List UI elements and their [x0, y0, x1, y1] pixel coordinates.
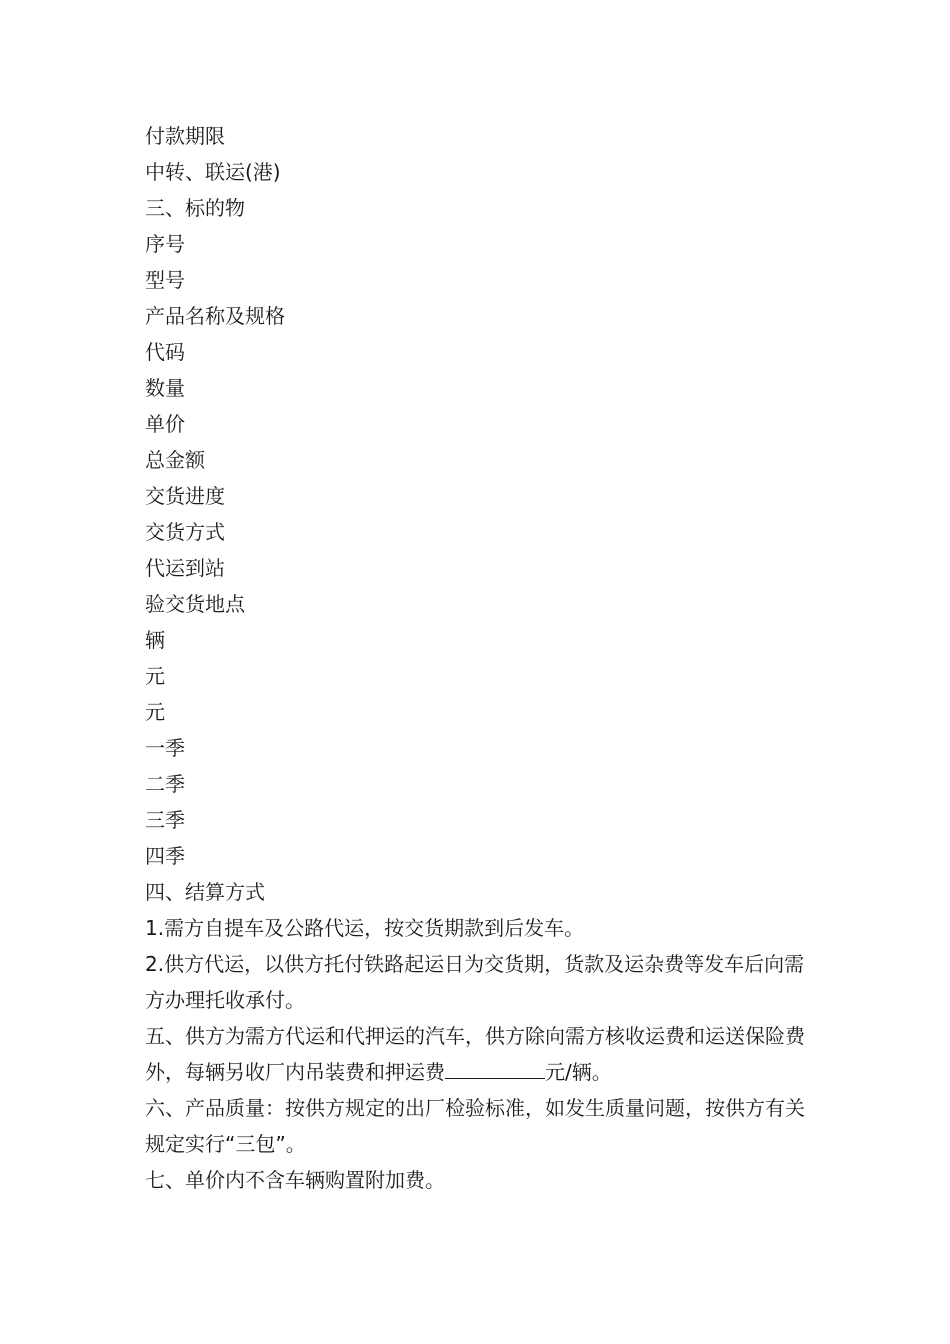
text-line: 总金额	[145, 448, 205, 472]
section-heading: 三、标的物	[145, 196, 245, 220]
text-line: 验交货地点	[145, 592, 245, 616]
text-line: 代运到站	[145, 556, 225, 580]
text-line: 型号	[145, 268, 185, 292]
text-line: 辆	[145, 628, 165, 652]
text-line: 中转、联运(港)	[145, 160, 281, 184]
text-line: 产品名称及规格	[145, 304, 285, 328]
text-line: 数量	[145, 376, 185, 400]
clause-5-text: 五、供方为需方代运和代押运的汽车，供方除向需方核收运费和运送保险费外，每辆另收厂内吊装费和押运费	[145, 1024, 805, 1084]
clause-6: 六、产品质量：按供方规定的出厂检验标准，如发生质量问题，按供方有关规定实行“三包”。	[145, 1096, 805, 1156]
text-line: 一季	[145, 736, 185, 760]
clause-7: 七、单价内不含车辆购置附加费。	[145, 1168, 445, 1192]
fill-in-blank	[445, 1056, 545, 1079]
text-line: 元	[145, 700, 165, 724]
text-line: 交货进度	[145, 484, 225, 508]
clause-5-unit: 元/辆。	[545, 1060, 612, 1084]
document-body	[145, 118, 810, 1198]
clause-1: 1.需方自提车及公路代运，按交货期款到后发车。	[145, 916, 585, 940]
text-line: 三季	[145, 808, 185, 832]
text-line: 单价	[145, 412, 185, 436]
text-line: 序号	[145, 232, 185, 256]
text-line: 四季	[145, 844, 185, 868]
text-line: 交货方式	[145, 520, 225, 544]
text-line: 二季	[145, 772, 185, 796]
clause-2: 2.供方代运，以供方托付铁路起运日为交货期，货款及运杂费等发车后向需方办理托收承付。	[145, 952, 805, 1012]
text-line: 代码	[145, 340, 185, 364]
text-line: 付款期限	[145, 124, 225, 148]
section-heading: 四、结算方式	[145, 880, 265, 904]
clause-5	[145, 1018, 810, 1090]
text-line: 元	[145, 664, 165, 688]
